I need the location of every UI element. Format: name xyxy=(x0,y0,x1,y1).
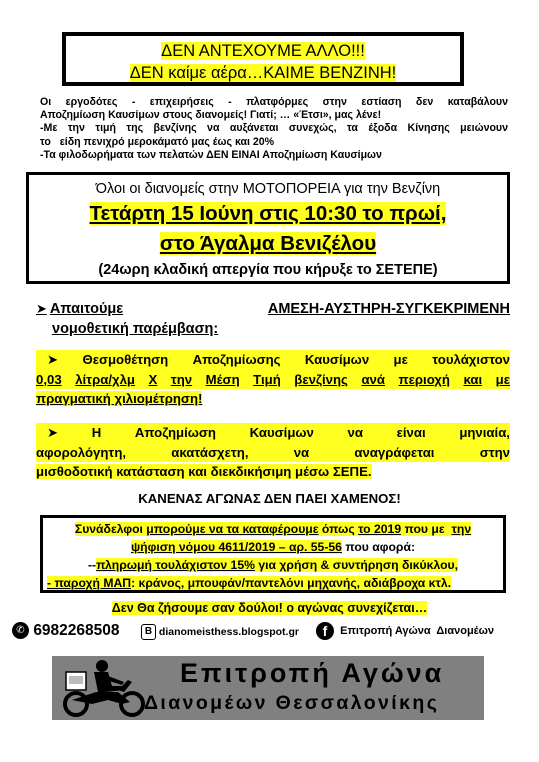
contact-row xyxy=(12,622,532,644)
rally-strike-note: (24ωρη κλαδική απεργία που κήρυξε το ΣΕΤΕΠΕ) xyxy=(98,262,438,278)
slogan: ΚΑΝΕΝΑΣ ΑΓΩΝΑΣ ΔΕΝ ΠΑΕΙ ΧΑΜΕΝΟΣ! xyxy=(138,491,401,506)
demands-title xyxy=(36,299,510,339)
demands-title-word2: ΑΜΕΣΗ-ΑΥΣΤΗΡΗ-ΣΥΓΚΕΚΡΙΜΕΝΗ xyxy=(267,301,510,317)
header-line-2: ΔΕΝ καίμε αέρα…ΚΑΙΜΕ ΒΕΝΖΙΝΗ! xyxy=(129,64,397,82)
phone-number[interactable]: 6982268508 xyxy=(33,622,120,639)
law-box: Συνάδελφοι μπορούμε να τα καταφέρουμε όπως το 2019 που με την ψήφιση νόμου 4611/2019 – αρ. 55-56 που αφορά: --πληρωμή τουλάχιστον 15% για χρήση & συντήρηση δικύκλου, - παροχή ΜΑΠ: κράνος, μπουφάν/παντελόνι μηχανής, αδιάβροχα κτλ. xyxy=(40,515,506,593)
banner-title: Επιτροπή Αγώνα xyxy=(180,658,445,688)
bullet1-line2: 0,03 λίτρα/χλμ Χ την Μέση Τιμή βενζίνης ανά περιοχή και με xyxy=(36,370,510,390)
facebook-icon: f xyxy=(316,622,334,640)
bullet2-line1: ➤ Η Αποζημίωση Καυσίμων να είναι μηνιαία, xyxy=(36,423,510,443)
committee-name: Επιτροπή Αγώνα Διανομέων xyxy=(340,624,495,637)
demand-bullet-1 xyxy=(36,350,510,409)
demand-bullet-2 xyxy=(36,423,510,482)
intro-p2-line2: το είδη πενιχρό μεροκάματό μας έως και 20% xyxy=(40,135,275,148)
blog-link[interactable]: dianomeisthess.blogspot.gr xyxy=(158,625,299,638)
intro-p3: -Τα φιλοδωρήματα των πελατών ΔΕΝ ΕΙΝΑΙ Αποζημίωση Καυσίμων xyxy=(40,148,382,161)
intro-p2-line1: -Με την τιμή της βενζίνης να αυξάνεται συνεχώς, τα έξοδα Κίνησης μειώνουν xyxy=(40,122,508,135)
intro-p1-line2: Αποζημίωση Καυσίμων στους διανομείς! Γιατί; … «Έτσι», μας λένε! xyxy=(40,109,382,122)
blogger-icon: B xyxy=(141,624,156,640)
rally-date: Τετάρτη 15 Ιούνη στις 10:30 το πρωί, xyxy=(89,202,447,225)
arrow-bullet-icon: ➤ xyxy=(36,425,59,440)
header-box xyxy=(62,32,464,86)
demands-title-word1: Απαιτούμε xyxy=(49,301,124,317)
intro-p1-line1: Οι εργοδότες - επιχειρήσεις - πλατφόρμες στην εστίαση δεν καταβάλουν xyxy=(40,96,508,108)
bullet1-line1: ➤ Θεσμοθέτηση Αποζημίωσης Καυσίμων με τουλάχιστον xyxy=(36,350,510,370)
rally-line-1: Όλοι οι διανομείς στην ΜΟΤΟΠΟΡΕΙΑ για την Βενζίνη xyxy=(95,181,441,197)
bullet2-line2: αφορολόγητη, ακατάσχετη, να αναγράφεται στην xyxy=(36,443,510,463)
banner-subtitle: Διανομέων Θεσσαλονίκης xyxy=(144,692,440,714)
demands-title-line2: νομοθετική παρέμβαση: xyxy=(52,321,219,337)
motorbike-rider-icon xyxy=(52,656,152,720)
phone-icon: ✆ xyxy=(12,622,29,639)
committee-banner xyxy=(52,656,484,720)
law-reference: ψήφιση νόμου 4611/2019 – αρ. 55-56 xyxy=(130,540,342,554)
closing-line: Δεν Θα ζήσουμε σαν δούλοι! ο αγώνας συνεχίζεται… xyxy=(111,601,428,615)
header-line-1: ΔΕΝ ΑΝΤΕΧΟΥΜΕ ΑΛΛΟ!!! xyxy=(161,42,365,60)
arrow-bullet-icon: ➤ xyxy=(36,301,47,316)
rally-box xyxy=(26,172,510,284)
bullet1-line3: πραγματική χιλιομέτρηση! xyxy=(36,391,203,406)
intro-paragraph xyxy=(40,96,508,162)
arrow-bullet-icon: ➤ xyxy=(36,352,59,367)
rally-place: στο Άγαλμα Βενιζέλου xyxy=(159,232,377,255)
bullet2-line3: μισθοδοτική κατάσταση και διεκδικήσιμη μέσω ΣΕΠΕ. xyxy=(36,464,372,479)
